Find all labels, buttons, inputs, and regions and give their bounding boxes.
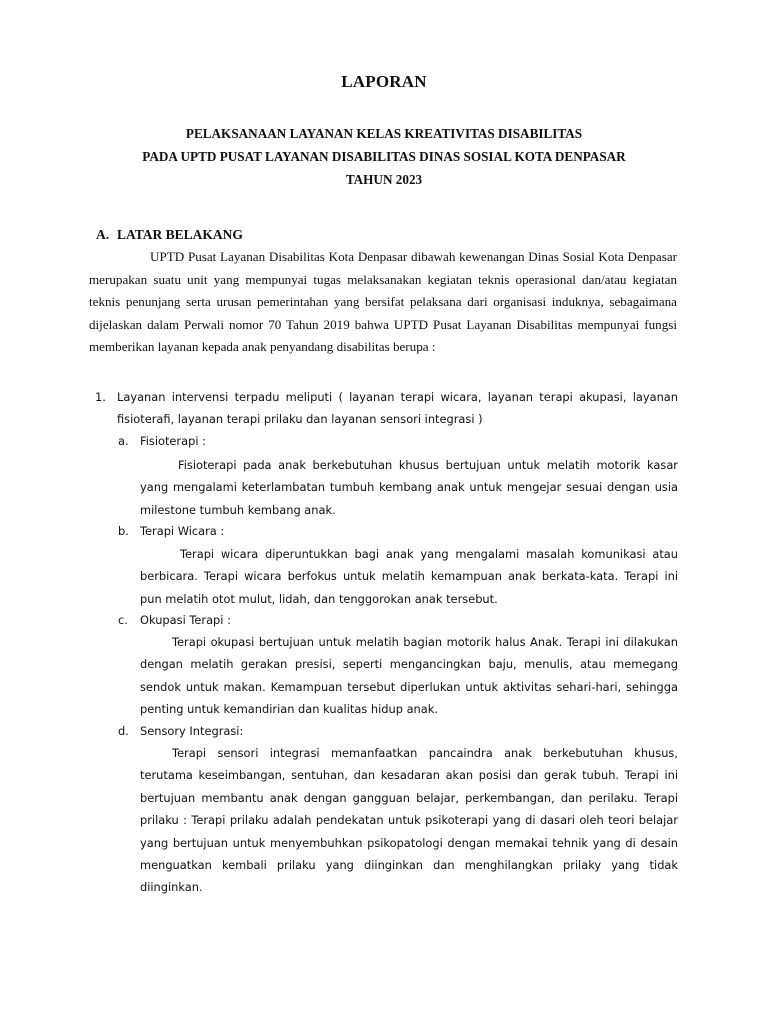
sub-item-d-text: Terapi sensori integrasi memanfaatkan pancaindra anak berkebutuhan khusus, terutama keseimbangan, sentuhan, dan kesadaran akan posisi dan gerak tubuh. Terapi ini bertujuan membantu anak dengan gangguan belajar, perkembangan, dan perilaku. Terapi prilaku : Terapi prilaku adalah pendekatan untuk psikoterapi yang di dasari oleh teori belajar yang bertujuan untuk menyembuhkan psikopatologi dengan memakai tehnik yang di desain menguatkan kembali prilaku yang diinginkan dan menghilangkan prilaky yang tidak diinginkan. [140,746,678,895]
sub-item-b-paragraph [140,543,678,610]
sub-item-b-text: Terapi wicara diperuntukkan bagi anak yang mengalami masalah komunikasi atau berbicara. Terapi wicara berfokus untuk melatih kemampuan anak berkata-kata. Terapi ini pun melatih otot mulut, lidah, dan tenggorokan anak tersebut. [140,547,678,606]
sub-item-a-paragraph [140,454,678,521]
sub-item-c-paragraph [140,631,678,721]
latar-belakang-paragraph [89,246,677,359]
section-a-heading [96,227,243,243]
latar-belakang-text: UPTD Pusat Layanan Disabilitas Kota Denpasar dibawah kewenangan Dinas Sosial Kota Denpasar merupakan suatu unit yang mempunyai tugas melaksanakan kegiatan teknis operasional dan/atau kegiatan teknis penunjang serta urusan pemerintahan yang bersifat pelaksana dari organisasi induknya, sebagaimana dijelaskan dalam Perwali nomor 70 Tahun 2019 bahwa UPTD Pusat Layanan Disabilitas mempunyai fungsi memberikan layanan kepada anak penyandang disabilitas berupa : [89,249,677,354]
section-a-number: A. [96,227,110,242]
list-item-1 [95,387,678,430]
list-item-1-text: Layanan intervensi terpadu meliputi ( layanan terapi wicara, layanan terapi akupasi, layanan fisioterafi, layanan terapi prilaku dan layanan sensori integrasi ) [117,390,678,426]
document-subtitle [60,122,708,191]
document-title: LAPORAN [341,72,427,91]
subtitle-line-3: TAHUN 2023 [345,172,423,187]
sub-item-d-paragraph [140,742,678,899]
sub-item-c-marker: c. [118,613,128,627]
subtitle-line-2: PADA UPTD PUSAT LAYANAN DISABILITAS DINAS SOSIAL KOTA DENPASAR [142,149,626,164]
sub-item-b-label: Terapi Wicara : [140,524,225,538]
sub-item-a-marker: a. [118,434,129,448]
sub-item-d-marker: d. [118,724,129,738]
sub-item-c-text: Terapi okupasi bertujuan untuk melatih bagian motorik halus Anak. Terapi ini dilakukan dengan melatih gerakan presisi, seperti mengancingkan baju, menulis, atau memegang sendok untuk makan. Kemampuan tersebut diperlukan untuk aktivitas sehari-hari, sehingga penting untuk kemandirian dan kualitas hidup anak. [140,635,678,717]
sub-item-a-label: Fisioterapi : [140,434,206,448]
sub-item-d-label: Sensory Integrasi: [140,724,244,738]
sub-item-c-label: Okupasi Terapi : [140,613,231,627]
section-a-title: LATAR BELAKANG [117,227,243,242]
sub-item-b-marker: b. [118,524,129,538]
list-item-1-marker: 1. [95,390,106,404]
subtitle-line-1: PELAKSANAAN LAYANAN KELAS KREATIVITAS DISABILITAS [185,126,583,141]
sub-item-a-text: Fisioterapi pada anak berkebutuhan khusus bertujuan untuk melatih motorik kasar yang mengalami keterlambatan tumbuh kembang anak untuk mengejar sesuai dengan usia milestone tumbuh kembang anak. [140,458,678,517]
